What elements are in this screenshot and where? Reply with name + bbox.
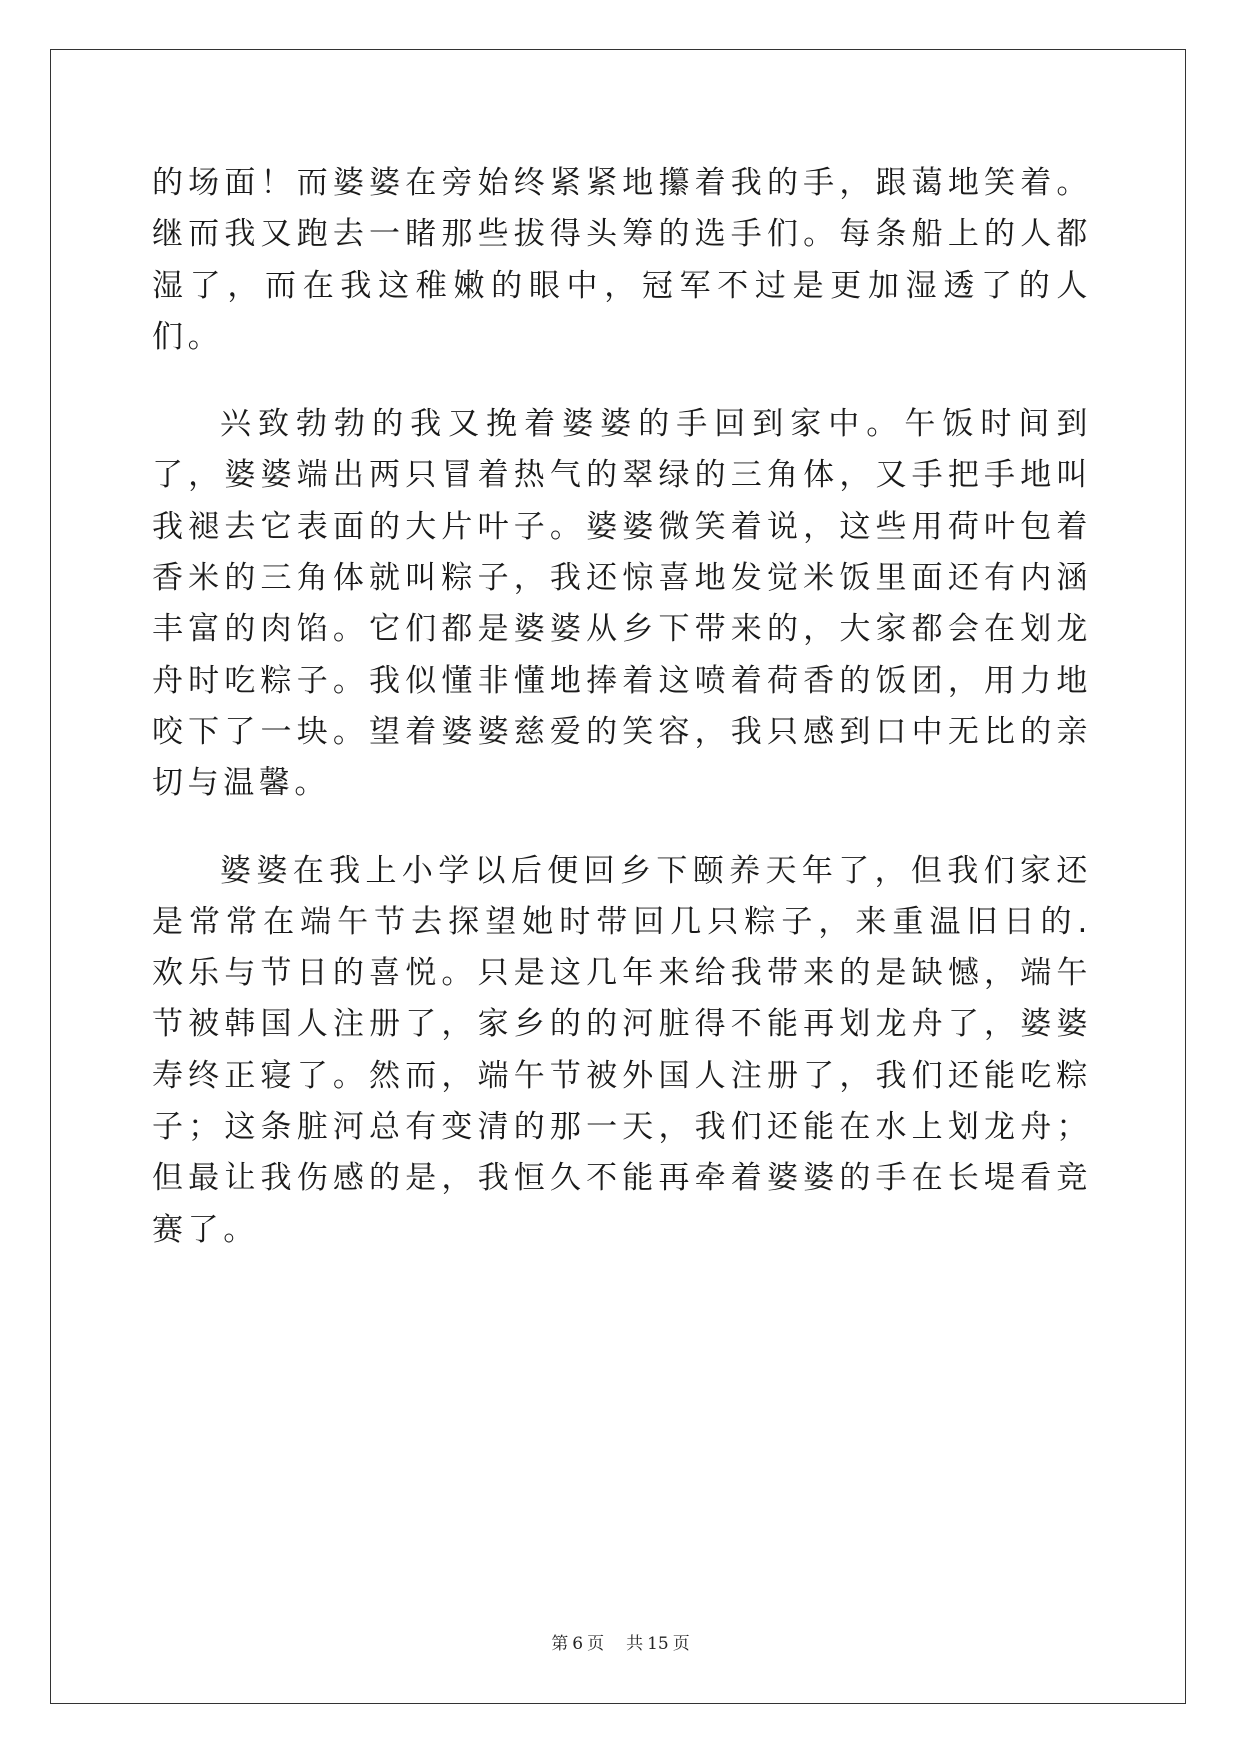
paragraph-2: 兴致勃勃的我又挽着婆婆的手回到家中。午饭时间到了，婆婆端出两只冒着热气的翠绿的三角体，又手把手地叫我褪去它表面的大片叶子。婆婆微笑着说，这些用荷叶包着香米的三角体就叫粽子，我还惊喜地发觉米饭里面还有内涵丰富的肉馅。它们都是婆婆从乡下带来的，大家都会在划龙舟时吃粽子。我似懂非懂地捧着这喷着荷香的饭团，用力地咬下了一块。望着婆婆慈爱的笑容，我只感到口中无比的亲切与温馨。: [152, 406, 1092, 802]
page-total: [626, 1629, 690, 1654]
total-page-count: 15: [647, 1634, 669, 1654]
page-suffix: 页: [587, 1634, 605, 1654]
paragraph-1: 的场面！而婆婆在旁始终紧紧地攥着我的手，跟蔼地笑着。继而我又跑去一睹那些拔得头筹的选手们。每条船上的人都湿了，而在我这稚嫩的眼中，冠军不过是更加湿透了的人们。: [152, 165, 1092, 355]
paragraph-3: 婆婆在我上小学以后便回乡下颐养天年了，但我们家还是常常在端午节去探望她时带回几只粽子，来重温旧日的.欢乐与节日的喜悦。只是这几年来给我带来的是缺憾，端午节被韩国人注册了，家乡的的河脏得不能再划龙舟了，婆婆寿终正寝了。然而，端午节被外国人注册了，我们还能吃粽子；这条脏河总有变清的那一天，我们还能在水上划龙舟；但最让我伤感的是，我恒久不能再牵着婆婆的手在长堤看竞赛了。: [152, 852, 1092, 1248]
document-body: [152, 158, 1092, 1256]
page-prefix: 第: [551, 1634, 569, 1654]
total-suffix: 页: [672, 1634, 690, 1654]
page-footer: [0, 1629, 1241, 1654]
current-page-number: 6: [572, 1634, 584, 1654]
page-number: [551, 1629, 604, 1654]
total-prefix: 共: [626, 1634, 644, 1654]
